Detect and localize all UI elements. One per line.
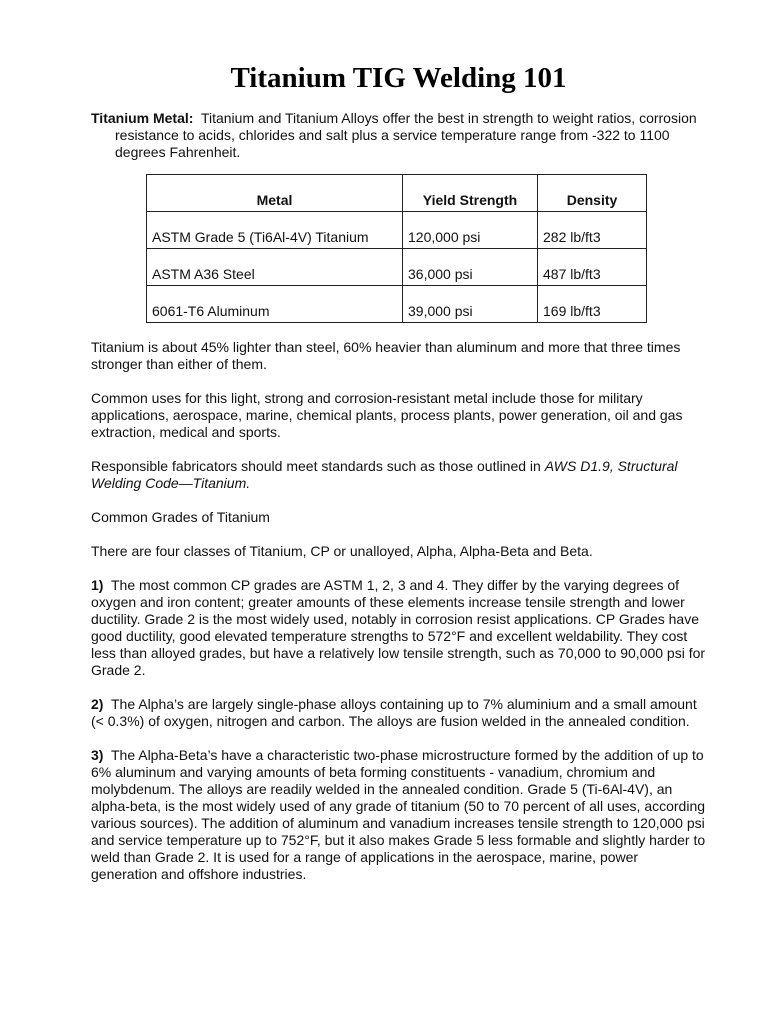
item-number: 2) xyxy=(91,696,104,712)
grades-heading: Common Grades of Titanium xyxy=(91,509,270,525)
cell-yield: 39,000 psi xyxy=(403,286,538,323)
list-item xyxy=(91,577,706,679)
cell-density: 282 lb/ft3 xyxy=(538,212,647,249)
table-row xyxy=(147,249,647,286)
document-title: Titanium TIG Welding 101 xyxy=(230,62,567,94)
cell-density: 169 lb/ft3 xyxy=(538,286,647,323)
cell-metal: 6061-T6 Aluminum xyxy=(147,286,403,323)
classes-paragraph: There are four classes of Titanium, CP or unalloyed, Alpha, Alpha-Beta and Beta. xyxy=(91,543,593,559)
header-yield-strength: Yield Strength xyxy=(403,175,538,212)
standards-text: Responsible fabricators should meet standards such as those outlined in xyxy=(91,458,545,474)
cell-yield: 36,000 psi xyxy=(403,249,538,286)
table-row xyxy=(147,212,647,249)
intro-text: Titanium and Titanium Alloys offer the best in strength to weight ratios, corrosion resistance to acids, chlorides and salt plus a service temperature range from -322 to 1100 degrees Fahrenheit. xyxy=(115,110,697,160)
cell-yield: 120,000 psi xyxy=(403,212,538,249)
item-number: 3) xyxy=(91,747,104,763)
intro-paragraph xyxy=(91,110,706,161)
cell-metal: ASTM A36 Steel xyxy=(147,249,403,286)
document-page xyxy=(91,60,706,883)
item-text: The most common CP grades are ASTM 1, 2, 3 and 4. They differ by the varying degrees of oxygen and iron content; greater amounts of these elements increase tensile strength and lower ductility. Grade 2 is the most widely used, notably in corrosion resist applications. CP Grades have good ductility, good elevated temperature strengths to 572°F and excellent weldability. They cost less than alloyed grades, but have a relatively low tensile strength, such as 70,000 to 90,000 psi for Grade 2. xyxy=(91,577,706,678)
table-row xyxy=(147,286,647,323)
weight-comparison-paragraph: Titanium is about 45% lighter than steel, 60% heavier than aluminum and more that three times stronger than either of them. xyxy=(91,339,681,372)
list-item xyxy=(91,696,706,730)
standards-code-title: AWS D1.9, Structural Welding Code—Titanium. xyxy=(91,458,678,491)
item-number: 1) xyxy=(91,577,104,593)
table-header-row xyxy=(147,175,647,212)
item-text: The Alpha’s are largely single-phase alloys containing up to 7% aluminium and a small amount (< 0.3%) of oxygen, nitrogen and carbon. The alloys are fusion welded in the annealed condition. xyxy=(91,696,697,729)
header-metal: Metal xyxy=(147,175,403,212)
cell-density: 487 lb/ft3 xyxy=(538,249,647,286)
standards-paragraph xyxy=(91,458,706,492)
common-uses-paragraph: Common uses for this light, strong and corrosion-resistant metal include those for military applications, aerospace, marine, chemical plants, process plants, power generation, oil and gas extraction, medical and sports. xyxy=(91,390,683,440)
intro-label: Titanium Metal: xyxy=(91,110,194,126)
metal-comparison-table xyxy=(146,174,647,323)
header-density: Density xyxy=(538,175,647,212)
list-item xyxy=(91,747,706,883)
item-text: The Alpha-Beta’s have a characteristic two-phase microstructure formed by the addition of up to 6% aluminum and varying amounts of beta forming constituents - vanadium, chromium and molybdenum. The alloys are readily welded in the annealed condition. Grade 5 (Ti-6Al-4V), an alpha-beta, is the most widely used of any grade of titanium (50 to 70 percent of all uses, according various sources). The addition of aluminum and vanadium increases tensile strength to 120,000 psi and service temperature up to 752°F, but it also makes Grade 5 less formable and slightly harder to weld than Grade 2. It is used for a range of applications in the aerospace, marine, power generation and offshore industries. xyxy=(91,747,706,882)
cell-metal: ASTM Grade 5 (Ti6Al-4V) Titanium xyxy=(147,212,403,249)
